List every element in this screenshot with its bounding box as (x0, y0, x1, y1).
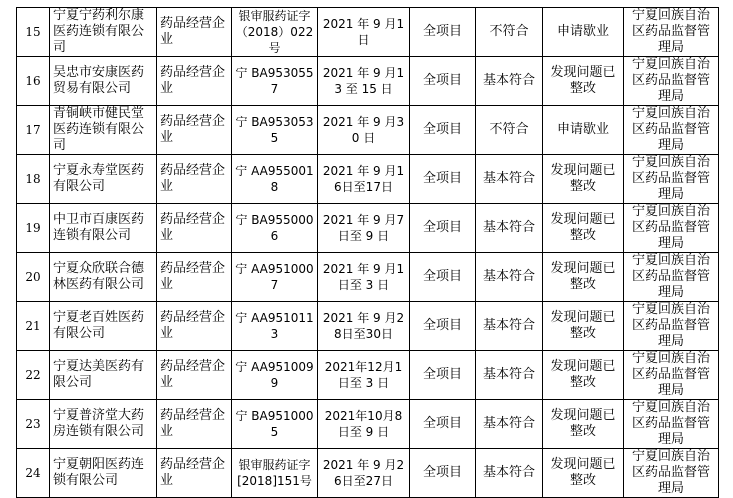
inspection-date-cell: 2021 年 9 月13 至 15 日 (318, 57, 410, 106)
inspection-date-cell: 2021 年 9 月30 日 (318, 106, 410, 155)
inspection-result-cell: 基本符合 (476, 155, 543, 204)
table-row (17, 253, 719, 302)
table-row (17, 8, 719, 57)
license-number-cell: 宁 AA9510099 (232, 351, 318, 400)
company-name-cell: 宁夏宁药利尔康医药连锁有限公司 (50, 8, 157, 57)
inspection-scope-cell: 全项目 (410, 449, 476, 498)
table-row (17, 449, 719, 498)
company-name-cell: 宁夏老百姓医药有限公司 (50, 302, 157, 351)
row-number-cell: 20 (17, 253, 50, 302)
license-number-cell: 宁 BA9510005 (232, 400, 318, 449)
inspection-scope-cell: 全项目 (410, 155, 476, 204)
inspection-result-cell: 不符合 (476, 106, 543, 155)
table-row (17, 302, 719, 351)
inspecting-authority-cell: 宁夏回族自治区药品监督管理局 (624, 8, 719, 57)
inspecting-authority-cell: 宁夏回族自治区药品监督管理局 (624, 57, 719, 106)
inspecting-authority-cell: 宁夏回族自治区药品监督管理局 (624, 400, 719, 449)
license-number-cell: 宁 BA9550006 (232, 204, 318, 253)
license-number-cell: 宁 AA9510113 (232, 302, 318, 351)
inspection-scope-cell: 全项目 (410, 57, 476, 106)
row-number-cell: 16 (17, 57, 50, 106)
inspection-date-cell: 2021 年 9 月28日至30日 (318, 302, 410, 351)
inspection-scope-cell: 全项目 (410, 253, 476, 302)
company-name-cell: 吴忠市安康医药贸易有限公司 (50, 57, 157, 106)
handling-action-cell: 发现问题已整改 (543, 302, 624, 351)
inspecting-authority-cell: 宁夏回族自治区药品监督管理局 (624, 351, 719, 400)
row-number-cell: 15 (17, 8, 50, 57)
business-type-cell: 药品经营企业 (157, 302, 232, 351)
row-number-cell: 18 (17, 155, 50, 204)
inspection-result-cell: 基本符合 (476, 253, 543, 302)
inspection-scope-cell: 全项目 (410, 302, 476, 351)
inspection-result-cell: 不符合 (476, 8, 543, 57)
handling-action-cell: 发现问题已整改 (543, 253, 624, 302)
license-number-cell: 宁 BA9530535 (232, 106, 318, 155)
company-name-cell: 青铜峡市健民堂医药连锁有限公司 (50, 106, 157, 155)
handling-action-cell: 发现问题已整改 (543, 155, 624, 204)
business-type-cell: 药品经营企业 (157, 155, 232, 204)
license-number-cell: 宁 AA9550018 (232, 155, 318, 204)
inspection-results-table (16, 7, 719, 498)
inspection-date-cell: 2021 年 9 月1 日至 3 日 (318, 253, 410, 302)
business-type-cell: 药品经营企业 (157, 8, 232, 57)
company-name-cell: 宁夏达美医药有限公司 (50, 351, 157, 400)
license-number-cell: 宁 BA9530557 (232, 57, 318, 106)
inspection-date-cell: 2021 年 9 月26日至27日 (318, 449, 410, 498)
inspection-result-cell: 基本符合 (476, 449, 543, 498)
row-number-cell: 21 (17, 302, 50, 351)
inspecting-authority-cell: 宁夏回族自治区药品监督管理局 (624, 449, 719, 498)
row-number-cell: 23 (17, 400, 50, 449)
inspecting-authority-cell: 宁夏回族自治区药品监督管理局 (624, 302, 719, 351)
row-number-cell: 19 (17, 204, 50, 253)
row-number-cell: 22 (17, 351, 50, 400)
inspection-date-cell: 2021 年 9 月7 日至 9 日 (318, 204, 410, 253)
company-name-cell: 宁夏普济堂大药房连锁有限公司 (50, 400, 157, 449)
inspection-scope-cell: 全项目 (410, 400, 476, 449)
inspection-date-cell: 2021年12月1 日至 3 日 (318, 351, 410, 400)
inspecting-authority-cell: 宁夏回族自治区药品监督管理局 (624, 204, 719, 253)
row-number-cell: 17 (17, 106, 50, 155)
business-type-cell: 药品经营企业 (157, 57, 232, 106)
table-row (17, 57, 719, 106)
inspecting-authority-cell: 宁夏回族自治区药品监督管理局 (624, 106, 719, 155)
inspection-scope-cell: 全项目 (410, 8, 476, 57)
handling-action-cell: 申请歇业 (543, 106, 624, 155)
business-type-cell: 药品经营企业 (157, 253, 232, 302)
inspection-result-cell: 基本符合 (476, 204, 543, 253)
table-row (17, 106, 719, 155)
handling-action-cell: 申请歇业 (543, 8, 624, 57)
inspection-scope-cell: 全项目 (410, 204, 476, 253)
table-row (17, 155, 719, 204)
inspection-result-cell: 基本符合 (476, 351, 543, 400)
handling-action-cell: 发现问题已整改 (543, 449, 624, 498)
inspection-date-cell: 2021年10月8 日至 9 日 (318, 400, 410, 449)
inspection-result-cell: 基本符合 (476, 57, 543, 106)
business-type-cell: 药品经营企业 (157, 106, 232, 155)
inspection-result-cell: 基本符合 (476, 302, 543, 351)
business-type-cell: 药品经营企业 (157, 351, 232, 400)
company-name-cell: 中卫市百康医药连锁有限公司 (50, 204, 157, 253)
handling-action-cell: 发现问题已整改 (543, 400, 624, 449)
inspection-scope-cell: 全项目 (410, 351, 476, 400)
table-row (17, 400, 719, 449)
table-row (17, 204, 719, 253)
inspection-date-cell: 2021 年 9 月1日 (318, 8, 410, 57)
table-body (17, 8, 719, 498)
company-name-cell: 宁夏永寿堂医药有限公司 (50, 155, 157, 204)
inspection-scope-cell: 全项目 (410, 106, 476, 155)
company-name-cell: 宁夏朝阳医药连锁有限公司 (50, 449, 157, 498)
table-row (17, 351, 719, 400)
business-type-cell: 药品经营企业 (157, 400, 232, 449)
inspection-result-cell: 基本符合 (476, 400, 543, 449)
license-number-cell: 银审服药证字[2018]151号 (232, 449, 318, 498)
inspecting-authority-cell: 宁夏回族自治区药品监督管理局 (624, 253, 719, 302)
license-number-cell: 银审服药证字（2018）022号 (232, 8, 318, 57)
company-name-cell: 宁夏众欣联合德林医药有限公司 (50, 253, 157, 302)
inspecting-authority-cell: 宁夏回族自治区药品监督管理局 (624, 155, 719, 204)
license-number-cell: 宁 AA9510007 (232, 253, 318, 302)
business-type-cell: 药品经营企业 (157, 449, 232, 498)
inspection-date-cell: 2021 年 9 月16日至17日 (318, 155, 410, 204)
handling-action-cell: 发现问题已整改 (543, 57, 624, 106)
business-type-cell: 药品经营企业 (157, 204, 232, 253)
handling-action-cell: 发现问题已整改 (543, 351, 624, 400)
handling-action-cell: 发现问题已整改 (543, 204, 624, 253)
row-number-cell: 24 (17, 449, 50, 498)
